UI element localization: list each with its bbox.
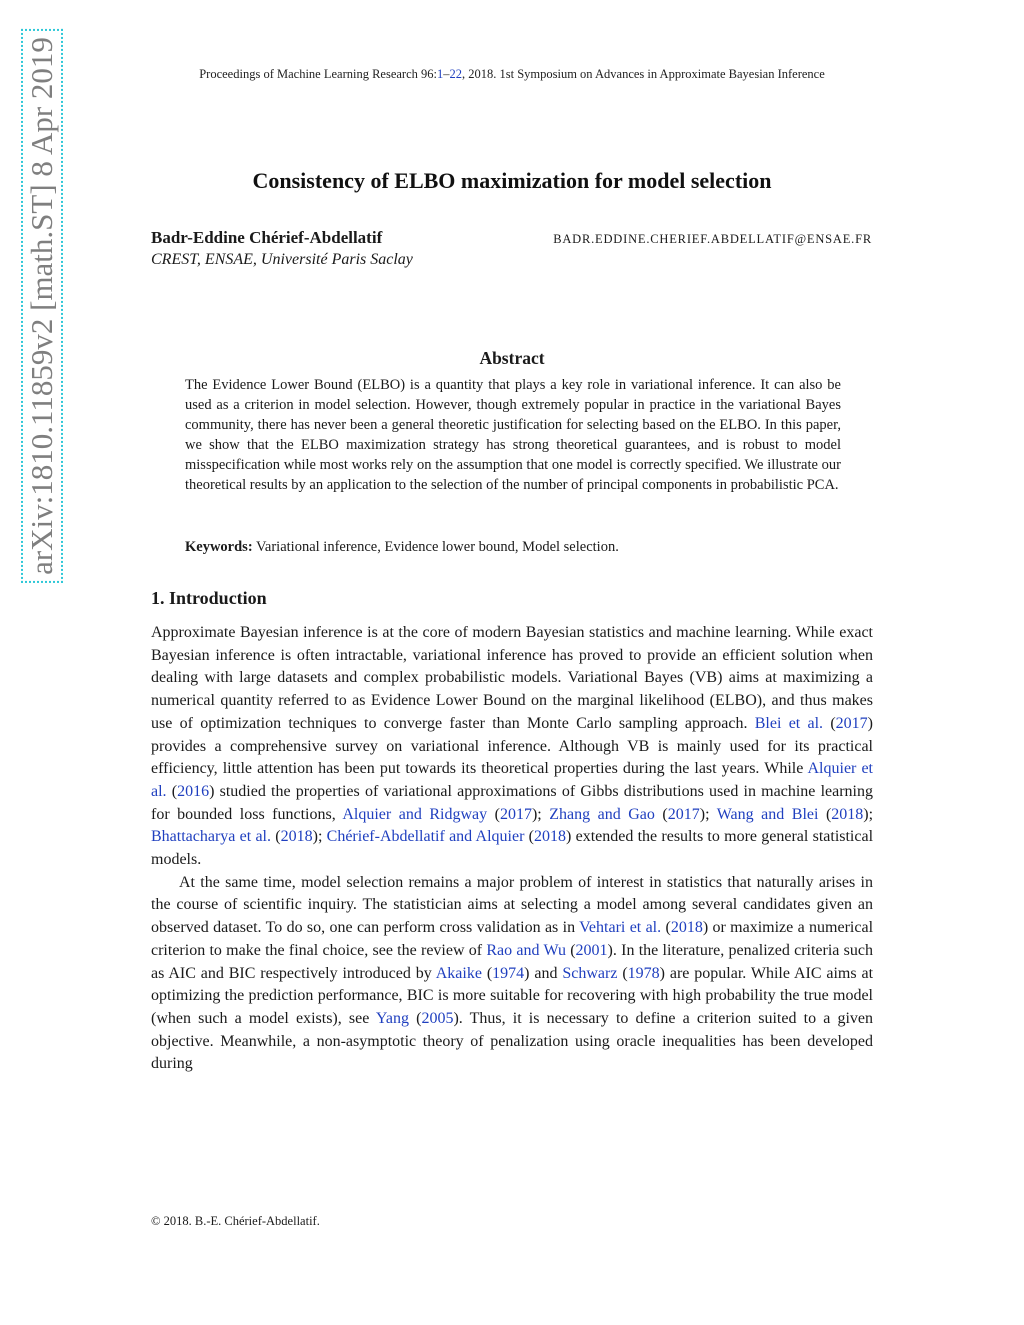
citation-year-link[interactable]: 2018 — [831, 805, 864, 823]
citation-link[interactable]: Blei et al. — [754, 714, 824, 732]
page-end-link[interactable]: 22 — [449, 67, 462, 81]
introduction-body — [151, 622, 873, 1076]
paragraph: Approximate Bayesian inference is at the core of modern Bayesian statistics and machine learning. While exact Bayesian inference is often intractable, variational inference has proved to provide an efficient solution when dealing with large datasets and complex probabilistic models. Variational Bayes (VB) aims at maximizing a numerical quantity referred to as Evidence Lower Bound on the marginal likelihood (ELBO), and thus makes use of optimization techniques to converge faster than Monte Carlo sampling approach. Blei et al. (2017) provides a comprehensive survey on variational inference. Although VB is mainly used for its practical efficiency, little attention has been put towards its theoretical properties during the last years. While Alquier et al. (2016) studied the properties of variational approximations of Gibbs distributions used in machine learning for bounded loss functions, Alquier and Ridgway (2017); Zhang and Gao (2017); Wang and Blei (2018); Bhattacharya et al. (2018); Chérief-Abdellatif and Alquier (2018) extended the results to more general statistical models. — [151, 624, 874, 869]
citation-year-link[interactable]: 2018 — [670, 919, 703, 937]
keywords — [185, 537, 841, 557]
citation-link[interactable]: Rao and Wu — [486, 941, 566, 959]
copyright-footer: © 2018. B.-E. Chérief-Abdellatif. — [151, 1214, 320, 1228]
author-affiliation: CREST, ENSAE, Université Paris Saclay — [151, 251, 413, 268]
citation-link[interactable]: Yang — [375, 1009, 409, 1027]
citation-year-link[interactable]: 1974 — [492, 964, 525, 982]
citation-year-link[interactable]: 2017 — [667, 805, 700, 823]
citation-link[interactable]: Chérief-Abdellatif and Alquier — [326, 828, 525, 846]
abstract-heading: Abstract — [479, 348, 545, 368]
citation-year-link[interactable]: 2018 — [534, 828, 567, 846]
page-start-link[interactable]: 1 — [436, 67, 444, 81]
citation-year-link[interactable]: 1978 — [627, 964, 660, 982]
citation-link[interactable]: Zhang and Gao — [549, 805, 655, 823]
author-email: BADR.EDDINE.CHERIEF.ABDELLATIF@ENSAE.FR — [553, 232, 872, 246]
citation-link[interactable]: Akaike — [435, 964, 482, 982]
citation-link[interactable]: Alquier and Ridgway — [342, 805, 488, 823]
citation-link[interactable]: Bhattacharya et al. — [151, 828, 272, 846]
citation-year-link[interactable]: 2016 — [177, 782, 210, 800]
citation-year-link[interactable]: 2017 — [499, 805, 532, 823]
abstract-text: The Evidence Lower Bound (ELBO) is a quantity that plays a key role in variational inference. It can also be used as a criterion in model selection. However, though extremely popular in practice in the variational Bayes community, there has never been a general theoretic justification for selecting based on the ELBO. In this paper, we show that the ELBO maximization strategy has strong theoretical guarantees, and is robust to model misspecification while most works rely on the assumption that one model is correctly specified. We illustrate our theoretical results by an application to the selection of the number of principal components in probabilistic PCA. — [185, 377, 841, 493]
citation-year-link[interactable]: 2005 — [421, 1009, 454, 1027]
citation-year-link[interactable]: 2001 — [575, 941, 608, 959]
keywords-list: Variational inference, Evidence lower bound, Model selection. — [256, 539, 619, 555]
citation-link[interactable]: Schwarz — [562, 964, 618, 982]
arxiv-stamp: arXiv:1810.11859v2 [math.ST] 8 Apr 2019 — [21, 29, 63, 583]
running-header: Proceedings of Machine Learning Research 96:1–22, 2018. 1st Symposium on Advances in Approximate Bayesian Inference — [199, 67, 825, 81]
keywords-label: Keywords: — [185, 539, 253, 555]
citation-year-link[interactable]: 2018 — [280, 828, 313, 846]
paper-title: Consistency of ELBO maximization for model selection — [252, 168, 772, 193]
citation-link[interactable]: Wang and Blei — [716, 805, 819, 823]
paragraph: At the same time, model selection remains a major problem of interest in statistics that naturally arises in the course of scientific inquiry. The statistician aims at selecting a model among several candidates given an observed dataset. To do so, one can perform cross validation as in Vehtari et al. (2018) or maximize a numerical criterion to make the final choice, see the review of Rao and Wu (2001). In the literature, penalized criteria such as AIC and BIC respectively introduced by Akaike (1974) and Schwarz (1978) are popular. While AIC aims at optimizing the prediction performance, BIC is more suitable for recovering with high probability the true model (when such a model exists), see Yang (2005). Thus, it is necessary to define a criterion suited to a given objective. Meanwhile, a non-asymptotic theory of penalization using oracle inequalities has been developed during — [151, 873, 874, 1073]
citation-year-link[interactable]: 2017 — [835, 714, 868, 732]
author-name: Badr-Eddine Chérief-Abdellatif — [151, 228, 383, 247]
section-title-introduction: 1. Introduction — [151, 588, 267, 608]
citation-link[interactable]: Alquier et al. — [151, 760, 873, 800]
citation-link[interactable]: Vehtari et al. — [579, 919, 662, 937]
